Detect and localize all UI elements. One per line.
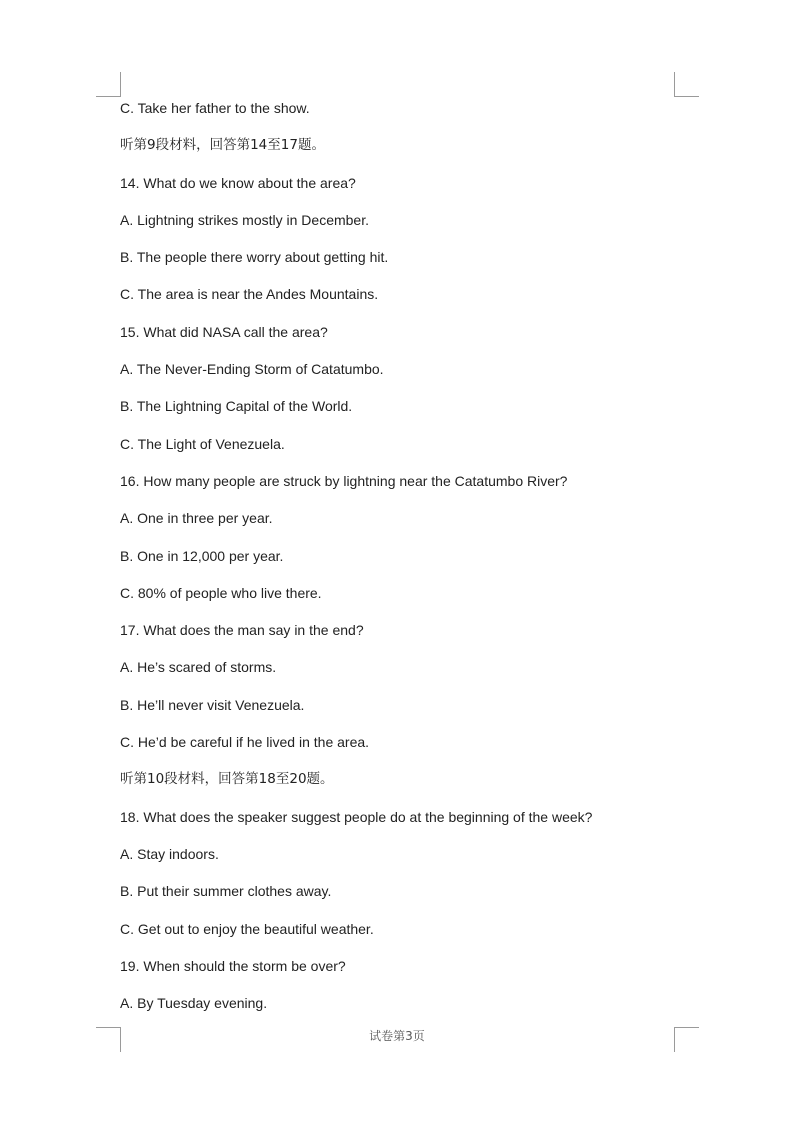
answer-option: A. He’s scared of storms. <box>120 659 277 676</box>
answer-option: A. By Tuesday evening. <box>120 995 268 1012</box>
answer-option: C. 80% of people who live there. <box>120 584 322 601</box>
answer-option: C. The Light of Venezuela. <box>120 435 285 452</box>
question: 18. What does the speaker suggest people do at the beginning of the week? <box>120 808 593 825</box>
answer-option: C. Take her father to the show. <box>120 100 310 116</box>
answer-option: C. Get out to enjoy the beautiful weather. <box>120 920 374 937</box>
crop-mark-top-right <box>674 72 699 97</box>
page-content <box>120 98 680 1030</box>
answer-option: B. The people there worry about getting hit. <box>120 249 389 266</box>
answer-option: A. Lightning strikes mostly in December. <box>120 211 369 228</box>
question: 17. What does the man say in the end? <box>120 622 364 639</box>
crop-mark-top-left <box>96 72 121 97</box>
question: 16. How many people are struck by lightning near the Catatumbo River? <box>120 472 568 489</box>
answer-option: B. He’ll never visit Venezuela. <box>120 696 305 713</box>
page-number: 试卷第3页 <box>369 1029 425 1043</box>
answer-option: A. The Never-Ending Storm of Catatumbo. <box>120 361 384 378</box>
answer-option: B. The Lightning Capital of the World. <box>120 398 353 415</box>
question: 15. What did NASA call the area? <box>120 323 328 340</box>
question: 14. What do we know about the area? <box>120 174 356 191</box>
answer-option: B. One in 12,000 per year. <box>120 547 284 564</box>
answer-option: C. He’d be careful if he lived in the area. <box>120 734 370 751</box>
answer-option: A. One in three per year. <box>120 510 273 527</box>
answer-option: A. Stay indoors. <box>120 845 219 862</box>
section-instruction: 听第9段材料，回答第14至17题。 <box>120 137 325 154</box>
answer-option: C. The area is near the Andes Mountains. <box>120 286 379 303</box>
section-instruction: 听第10段材料，回答第18至20题。 <box>120 771 334 788</box>
answer-option: B. Put their summer clothes away. <box>120 883 332 900</box>
question: 19. When should the storm be over? <box>120 957 346 974</box>
